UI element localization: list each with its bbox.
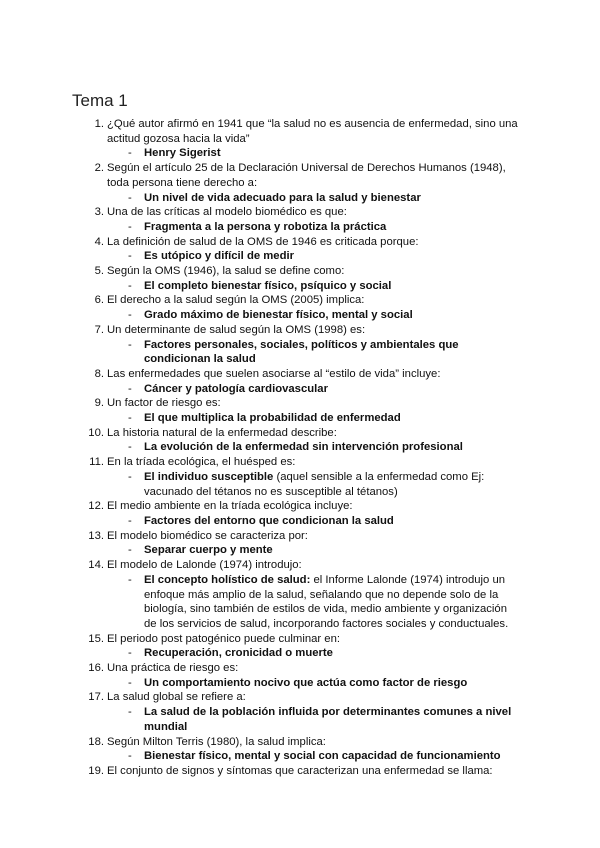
bullet-dash: -	[128, 573, 132, 586]
answer-bold: Henry Sigerist	[144, 147, 221, 160]
answer-bold: Es utópico y difícil de medir	[144, 250, 295, 263]
question-number: 14.	[88, 559, 104, 572]
question-item	[0, 690, 600, 734]
question-item	[0, 293, 600, 322]
answer-bold: Un comportamiento nocivo que actúa como factor de riesgo	[144, 676, 468, 689]
answer	[0, 382, 600, 397]
question-item	[0, 264, 600, 293]
bullet-dash: -	[128, 676, 132, 689]
answer	[0, 338, 600, 367]
answer	[0, 411, 600, 426]
answer-bold: La salud de la población influida por determinantes comunes a nivel mundial	[144, 706, 512, 733]
question-number: 4.	[94, 235, 104, 248]
answer	[0, 249, 600, 264]
answer-bold: La evolución de la enfermedad sin intervención profesional	[144, 441, 463, 454]
bullet-dash: -	[128, 147, 132, 160]
answer	[0, 146, 600, 161]
question-text: El conjunto de signos y síntomas que caracterizan una enfermedad se llama:	[107, 764, 493, 777]
bullet-dash: -	[128, 382, 132, 395]
answer	[0, 220, 600, 235]
question-number: 19.	[88, 764, 104, 777]
question-number: 12.	[88, 500, 104, 513]
question-text: El modelo biomédico se caracteriza por:	[107, 529, 308, 542]
question-number: 1.	[94, 118, 104, 130]
question-text: El modelo de Lalonde (1974) introdujo:	[107, 559, 302, 572]
bullet-dash: -	[128, 220, 132, 233]
question-text: Una práctica de riesgo es:	[107, 662, 239, 675]
answer-bold: El que multiplica la probabilidad de enfermedad	[144, 412, 401, 425]
question-number: 5.	[94, 265, 104, 278]
question-text: Un factor de riesgo es:	[107, 397, 221, 410]
question-number: 9.	[94, 397, 104, 410]
question-text: La salud global se refiere a:	[107, 691, 246, 704]
question-text: Según la OMS (1946), la salud se define como:	[107, 265, 345, 278]
question-item	[0, 499, 600, 528]
bullet-dash: -	[128, 250, 132, 263]
question-text: Según Milton Terris (1980), la salud implica:	[107, 735, 326, 748]
answer	[0, 573, 600, 632]
question-number: 18.	[88, 735, 104, 748]
answer-rest: el Informe Lalonde (1974) introdujo un enfoque más amplio de la salud, señalando que no depende solo de la biología, sino también de estilos de vida, medio ambiente y organización de los servicios de salud, incorporando factores sociales y conductuales.	[144, 573, 509, 630]
bullet-dash: -	[128, 441, 132, 454]
bullet-dash: -	[128, 544, 132, 557]
question-text: El derecho a la salud según la OMS (2005) implica:	[107, 294, 365, 307]
question-number: 7.	[94, 323, 104, 336]
question-text: El medio ambiente en la tríada ecológica incluye:	[107, 500, 353, 513]
answer	[0, 470, 600, 499]
answer	[0, 191, 600, 206]
question-number: 6.	[94, 294, 104, 307]
answer	[0, 705, 600, 734]
answer-bold: Factores del entorno que condicionan la salud	[144, 514, 394, 527]
question-number: 11.	[89, 456, 104, 469]
answer	[0, 749, 600, 764]
answer	[0, 543, 600, 558]
question-text: La historia natural de la enfermedad describe:	[107, 426, 337, 439]
answer-bold: Separar cuerpo y mente	[144, 544, 273, 557]
question-item	[0, 558, 600, 632]
answer-bold: Grado máximo de bienestar físico, mental y social	[144, 309, 413, 322]
bullet-dash: -	[128, 338, 132, 351]
bullet-dash: -	[128, 647, 132, 660]
bullet-dash: -	[128, 309, 132, 322]
answer	[0, 676, 600, 691]
question-item	[0, 764, 600, 779]
answer-bold: Un nivel de vida adecuado para la salud y bienestar	[144, 191, 421, 204]
question-number: 15.	[88, 632, 104, 645]
bullet-dash: -	[128, 412, 132, 425]
question-list	[0, 117, 600, 779]
question-item	[0, 205, 600, 234]
bullet-dash: -	[128, 706, 132, 719]
answer	[0, 440, 600, 455]
answer-bold: Factores personales, sociales, políticos y ambientales que condicionan la salud	[144, 338, 459, 366]
question-number: 16.	[88, 662, 104, 675]
bullet-dash: -	[128, 750, 132, 763]
answer-bold: Bienestar físico, mental y social con capacidad de funcionamiento	[144, 750, 501, 763]
answer	[0, 308, 600, 323]
answer	[0, 279, 600, 294]
answer-rest: (aquel sensible a la enfermedad como Ej: vacunado del tétanos no es susceptible al tétanos)	[144, 470, 485, 498]
question-text: En la tríada ecológica, el huésped es:	[107, 456, 296, 469]
question-item	[0, 455, 600, 499]
answer-bold: Fragmenta a la persona y robotiza la práctica	[144, 220, 387, 233]
question-item	[0, 367, 600, 396]
question-text: Una de las críticas al modelo biomédico es que:	[107, 206, 347, 219]
question-text: ¿Qué autor afirmó en 1941 que “la salud no es ausencia de enfermedad, sino una actitud gozosa hacia la vida”	[107, 118, 518, 145]
question-item	[0, 632, 600, 661]
bullet-dash: -	[128, 191, 132, 204]
question-item	[0, 117, 600, 161]
question-item	[0, 661, 600, 690]
question-number: 2.	[94, 162, 104, 175]
question-text: Un determinante de salud según la OMS (1998) es:	[107, 323, 366, 336]
answer-bold: El concepto holístico de salud:	[144, 573, 311, 586]
answer-bold: Cáncer y patología cardiovascular	[144, 382, 328, 395]
question-item	[0, 529, 600, 558]
question-number: 10.	[88, 426, 104, 439]
question-text: Según el artículo 25 de la Declaración Universal de Derechos Humanos (1948), toda persona tiene derecho a:	[107, 162, 506, 189]
answer	[0, 646, 600, 661]
question-text: El periodo post patogénico puede culminar en:	[107, 632, 340, 645]
answer-bold: El individuo susceptible	[144, 470, 274, 483]
question-number: 13.	[88, 529, 104, 542]
question-text: Las enfermedades que suelen asociarse al “estilo de vida” incluye:	[107, 367, 441, 380]
bullet-dash: -	[128, 470, 132, 483]
question-item	[0, 426, 600, 455]
question-number: 17.	[88, 691, 104, 704]
question-number: 8.	[94, 367, 104, 380]
question-item	[0, 235, 600, 264]
question-text: La definición de salud de la OMS de 1946 es criticada porque:	[107, 235, 419, 248]
question-item	[0, 735, 600, 764]
bullet-dash: -	[128, 514, 132, 527]
answer	[0, 514, 600, 529]
question-item	[0, 323, 600, 367]
question-item	[0, 161, 600, 205]
question-number: 3.	[94, 206, 104, 219]
answer-bold: El completo bienestar físico, psíquico y social	[144, 279, 392, 292]
bullet-dash: -	[128, 279, 132, 292]
answer-bold: Recuperación, cronicidad o muerte	[144, 647, 333, 660]
question-item	[0, 396, 600, 425]
page-title: Tema 1	[72, 91, 128, 110]
